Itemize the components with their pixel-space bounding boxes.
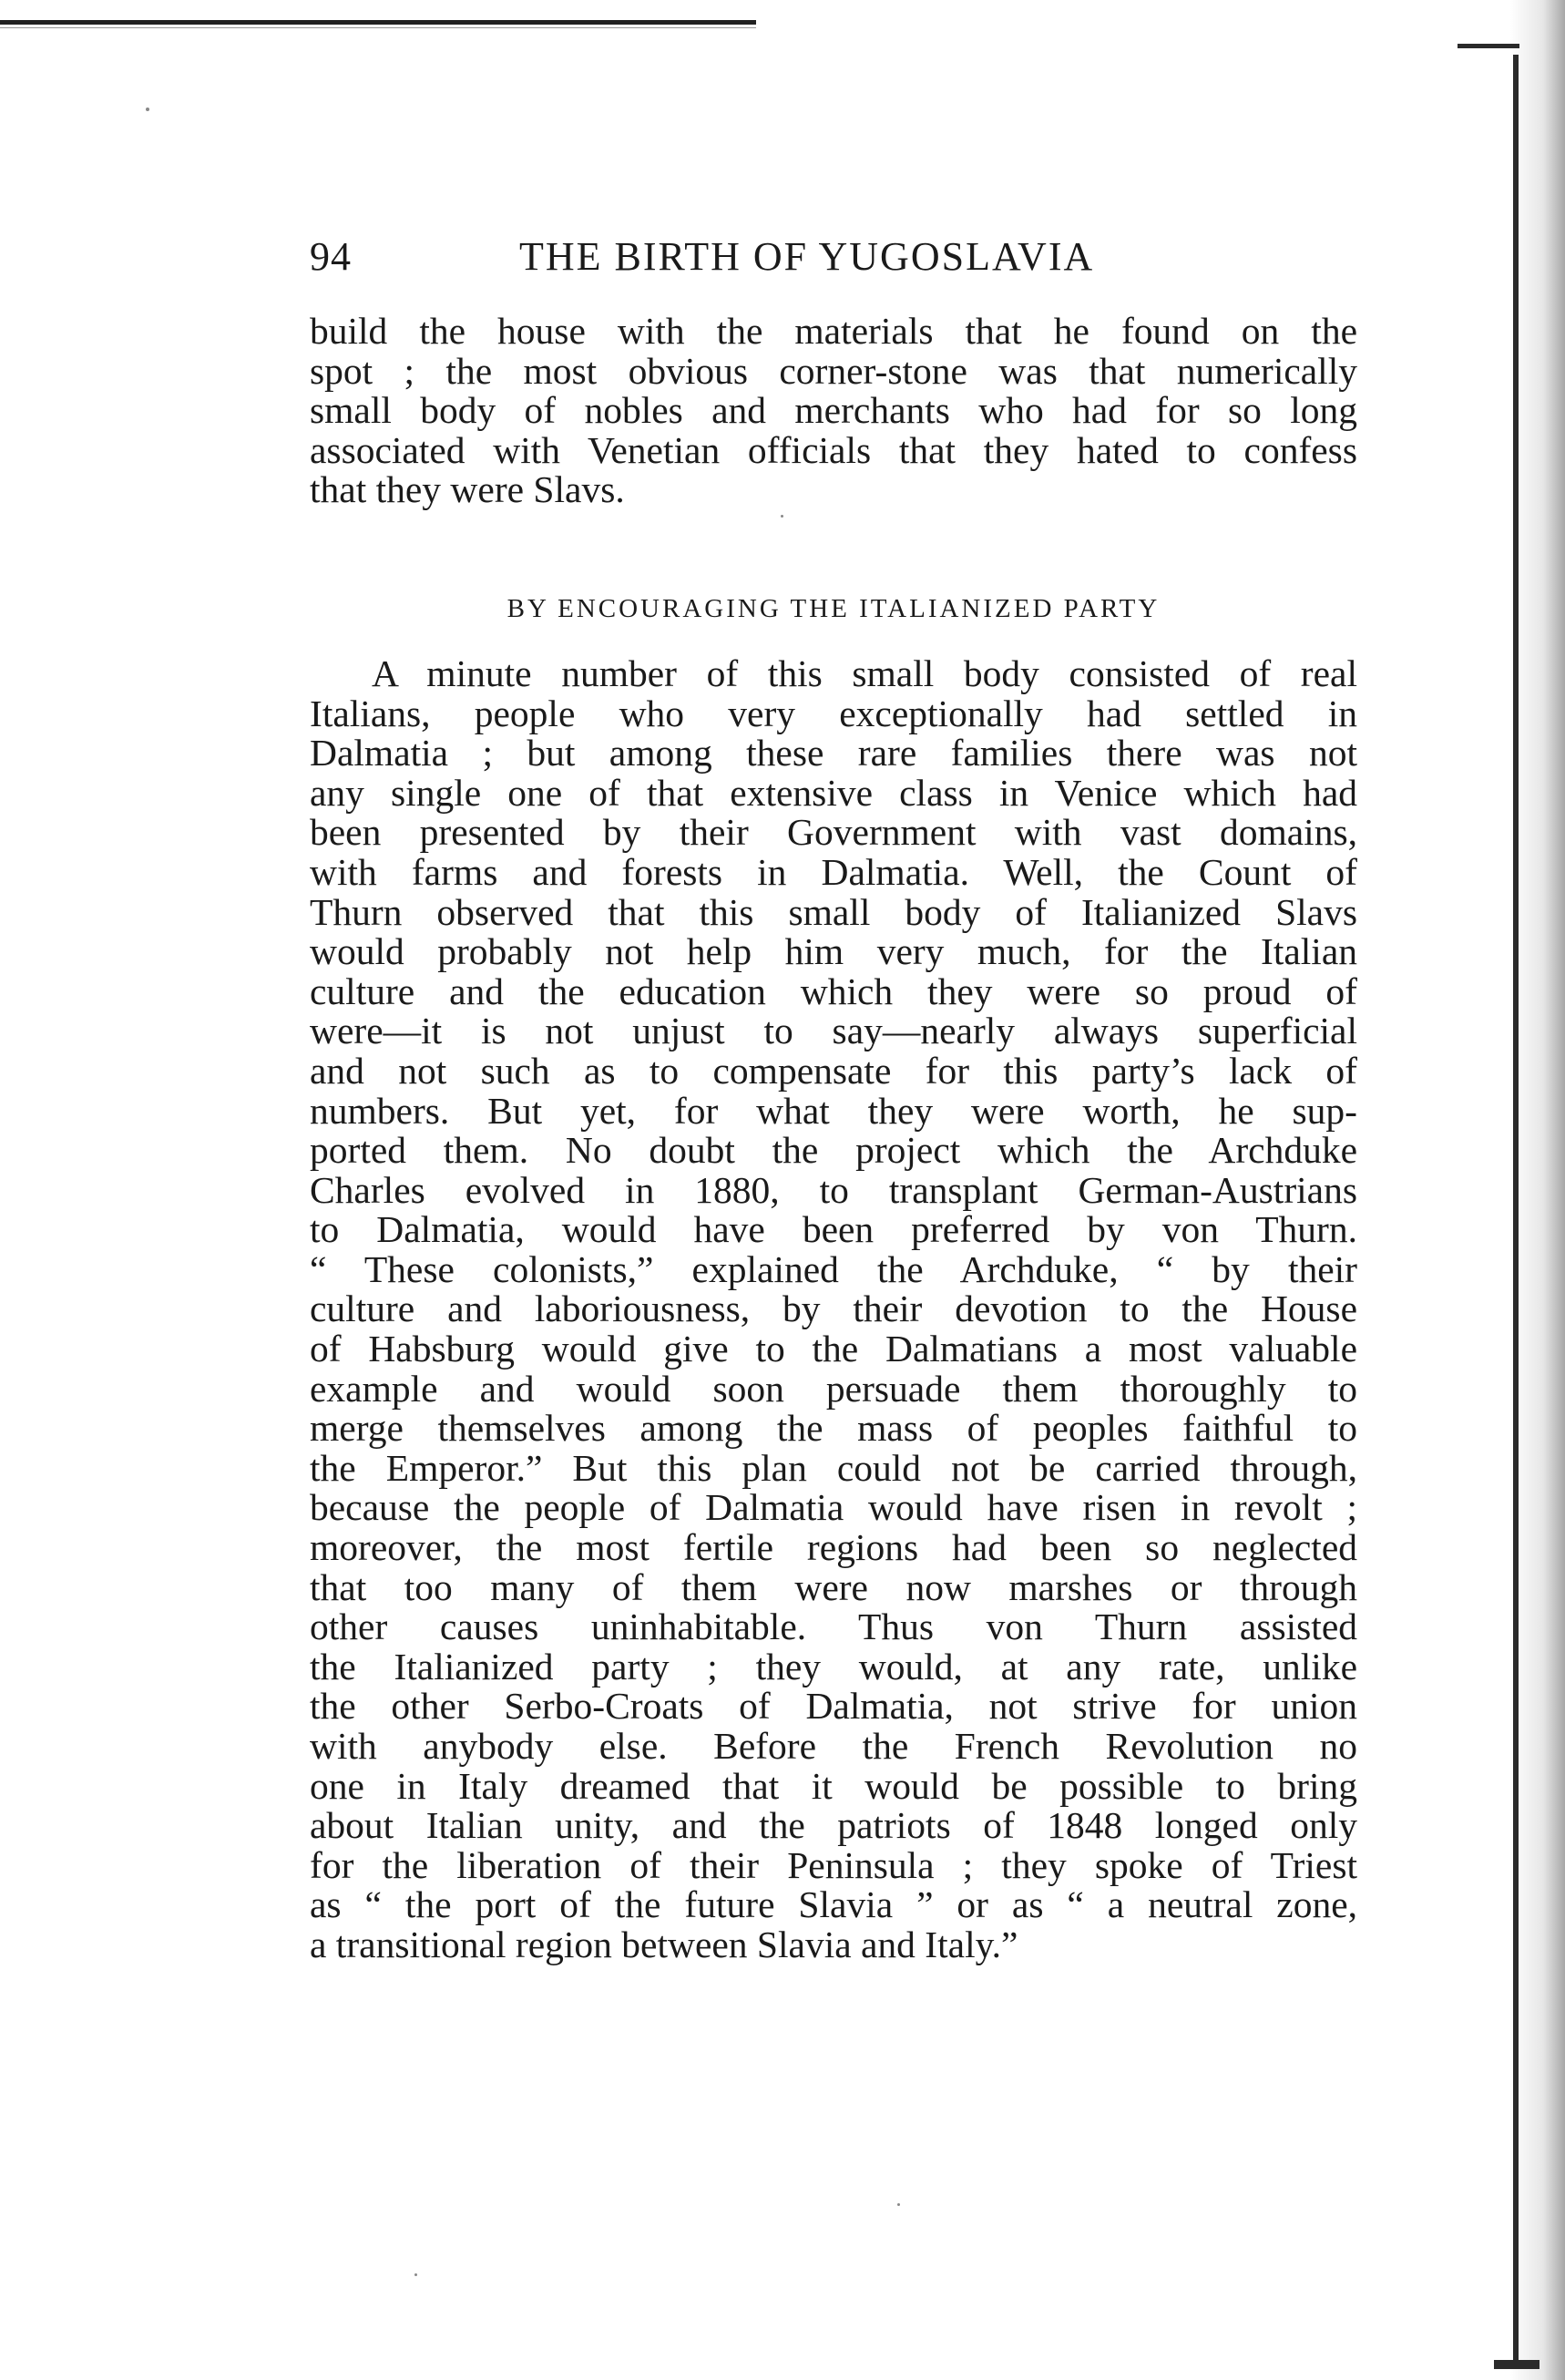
running-head xyxy=(310,219,1357,282)
paragraph-line: one in Italy dreamed that it would be possible to bring xyxy=(310,1764,1357,1807)
paragraph-line: other causes uninhabitable. Thus von Thurn assisted xyxy=(310,1605,1357,1648)
page xyxy=(310,219,1357,1965)
binding-shadow xyxy=(1510,0,1565,2380)
paragraph-line: spot ; the most obvious corner-stone was that numerically xyxy=(310,349,1357,392)
paragraph-line: merge themselves among the mass of peoples faithful to xyxy=(310,1407,1357,1450)
paragraph-line: and not such as to compensate for this party’s lack of xyxy=(310,1049,1357,1092)
paragraph-line: with anybody else. Before the French Revolution no xyxy=(310,1725,1357,1767)
paragraph-line: the Italianized party ; they would, at any rate, unlike xyxy=(310,1645,1357,1688)
paragraph-line: example and would soon persuade them thoroughly to xyxy=(310,1367,1357,1410)
paragraph-line: any single one of that extensive class in Venice which had xyxy=(310,771,1357,814)
paper-speck xyxy=(146,108,149,111)
paragraph-line: a transitional region between Slavia and Italy.” xyxy=(310,1923,1018,1965)
paragraph-line: A minute number of this small body consisted of real xyxy=(372,651,1357,694)
paragraph-line: the other Serbo-Croats of Dalmatia, not strive for union xyxy=(310,1685,1357,1728)
paragraph-line: to Dalmatia, would have been preferred by von Thurn. xyxy=(310,1208,1357,1251)
paper-speck xyxy=(897,2203,900,2206)
paragraph-line: culture and the education which they were so proud of xyxy=(310,969,1357,1012)
paragraph-2 xyxy=(310,651,1357,1965)
paragraph-line: of Habsburg would give to the Dalmatians a most valuable xyxy=(310,1328,1357,1370)
paragraph-line: associated with Venetian officials that they hated to confess xyxy=(310,428,1357,471)
page-number: 94 xyxy=(310,234,352,279)
paragraph-line: Thurn observed that this small body of Italianized Slavs xyxy=(310,890,1357,933)
paragraph-line: numbers. But yet, for what they were worth, he sup- xyxy=(310,1089,1357,1132)
paragraph-line: the Emperor.” But this plan could not be carried through, xyxy=(310,1446,1357,1489)
section-heading: BY ENCOURAGING THE ITALIANIZED PARTY xyxy=(506,593,1161,623)
top-rule-thin xyxy=(0,27,756,28)
paragraph-line: would probably not help him very much, for the Italian xyxy=(310,930,1357,973)
paragraph-line: ported them. No doubt the project which the Archduke xyxy=(310,1129,1357,1172)
paragraph-line: about Italian unity, and the patriots of 1848 longed only xyxy=(310,1804,1357,1847)
book-title: THE BIRTH OF YUGOSLAVIA xyxy=(519,234,1095,279)
paragraph-line: “ These colonists,” explained the Archduke, “ by their xyxy=(310,1247,1357,1290)
paragraph-line: were—it is not unjust to say—nearly always superficial xyxy=(310,1010,1357,1052)
paragraph-line: Italians, people who very exceptionally had settled in xyxy=(310,692,1357,734)
paragraph-line: Charles evolved in 1880, to transplant German-Austrians xyxy=(310,1168,1357,1211)
paragraph-line: been presented by their Government with vast domains, xyxy=(310,811,1357,854)
binding-corner xyxy=(1458,44,1519,48)
paragraph-line: that too many of them were now marshes or through xyxy=(310,1565,1357,1608)
paragraph-line: for the liberation of their Peninsula ; they spoke of Triest xyxy=(310,1843,1357,1886)
binding-foot xyxy=(1494,2360,1539,2369)
top-rule xyxy=(0,20,756,25)
paragraph-line: culture and laboriousness, by their devotion to the House xyxy=(310,1287,1357,1330)
paper-speck xyxy=(414,2273,417,2276)
paragraph-1 xyxy=(310,312,1357,510)
binding-line xyxy=(1513,55,1519,2369)
paragraph-line: moreover, the most fertile regions had been so neglected xyxy=(310,1526,1357,1569)
paragraph-line: with farms and forests in Dalmatia. Well, the Count of xyxy=(310,850,1357,893)
paragraph-line: build the house with the materials that he found on the xyxy=(310,310,1357,352)
paragraph-line: that they were Slavs. xyxy=(310,468,625,511)
paragraph-line: Dalmatia ; but among these rare families there was not xyxy=(310,732,1357,775)
paragraph-line: as “ the port of the future Slavia ” or as “ a neutral zone, xyxy=(310,1883,1357,1926)
paragraph-line: small body of nobles and merchants who had for so long xyxy=(310,389,1357,432)
paragraph-line: because the people of Dalmatia would have risen in revolt ; xyxy=(310,1486,1357,1529)
